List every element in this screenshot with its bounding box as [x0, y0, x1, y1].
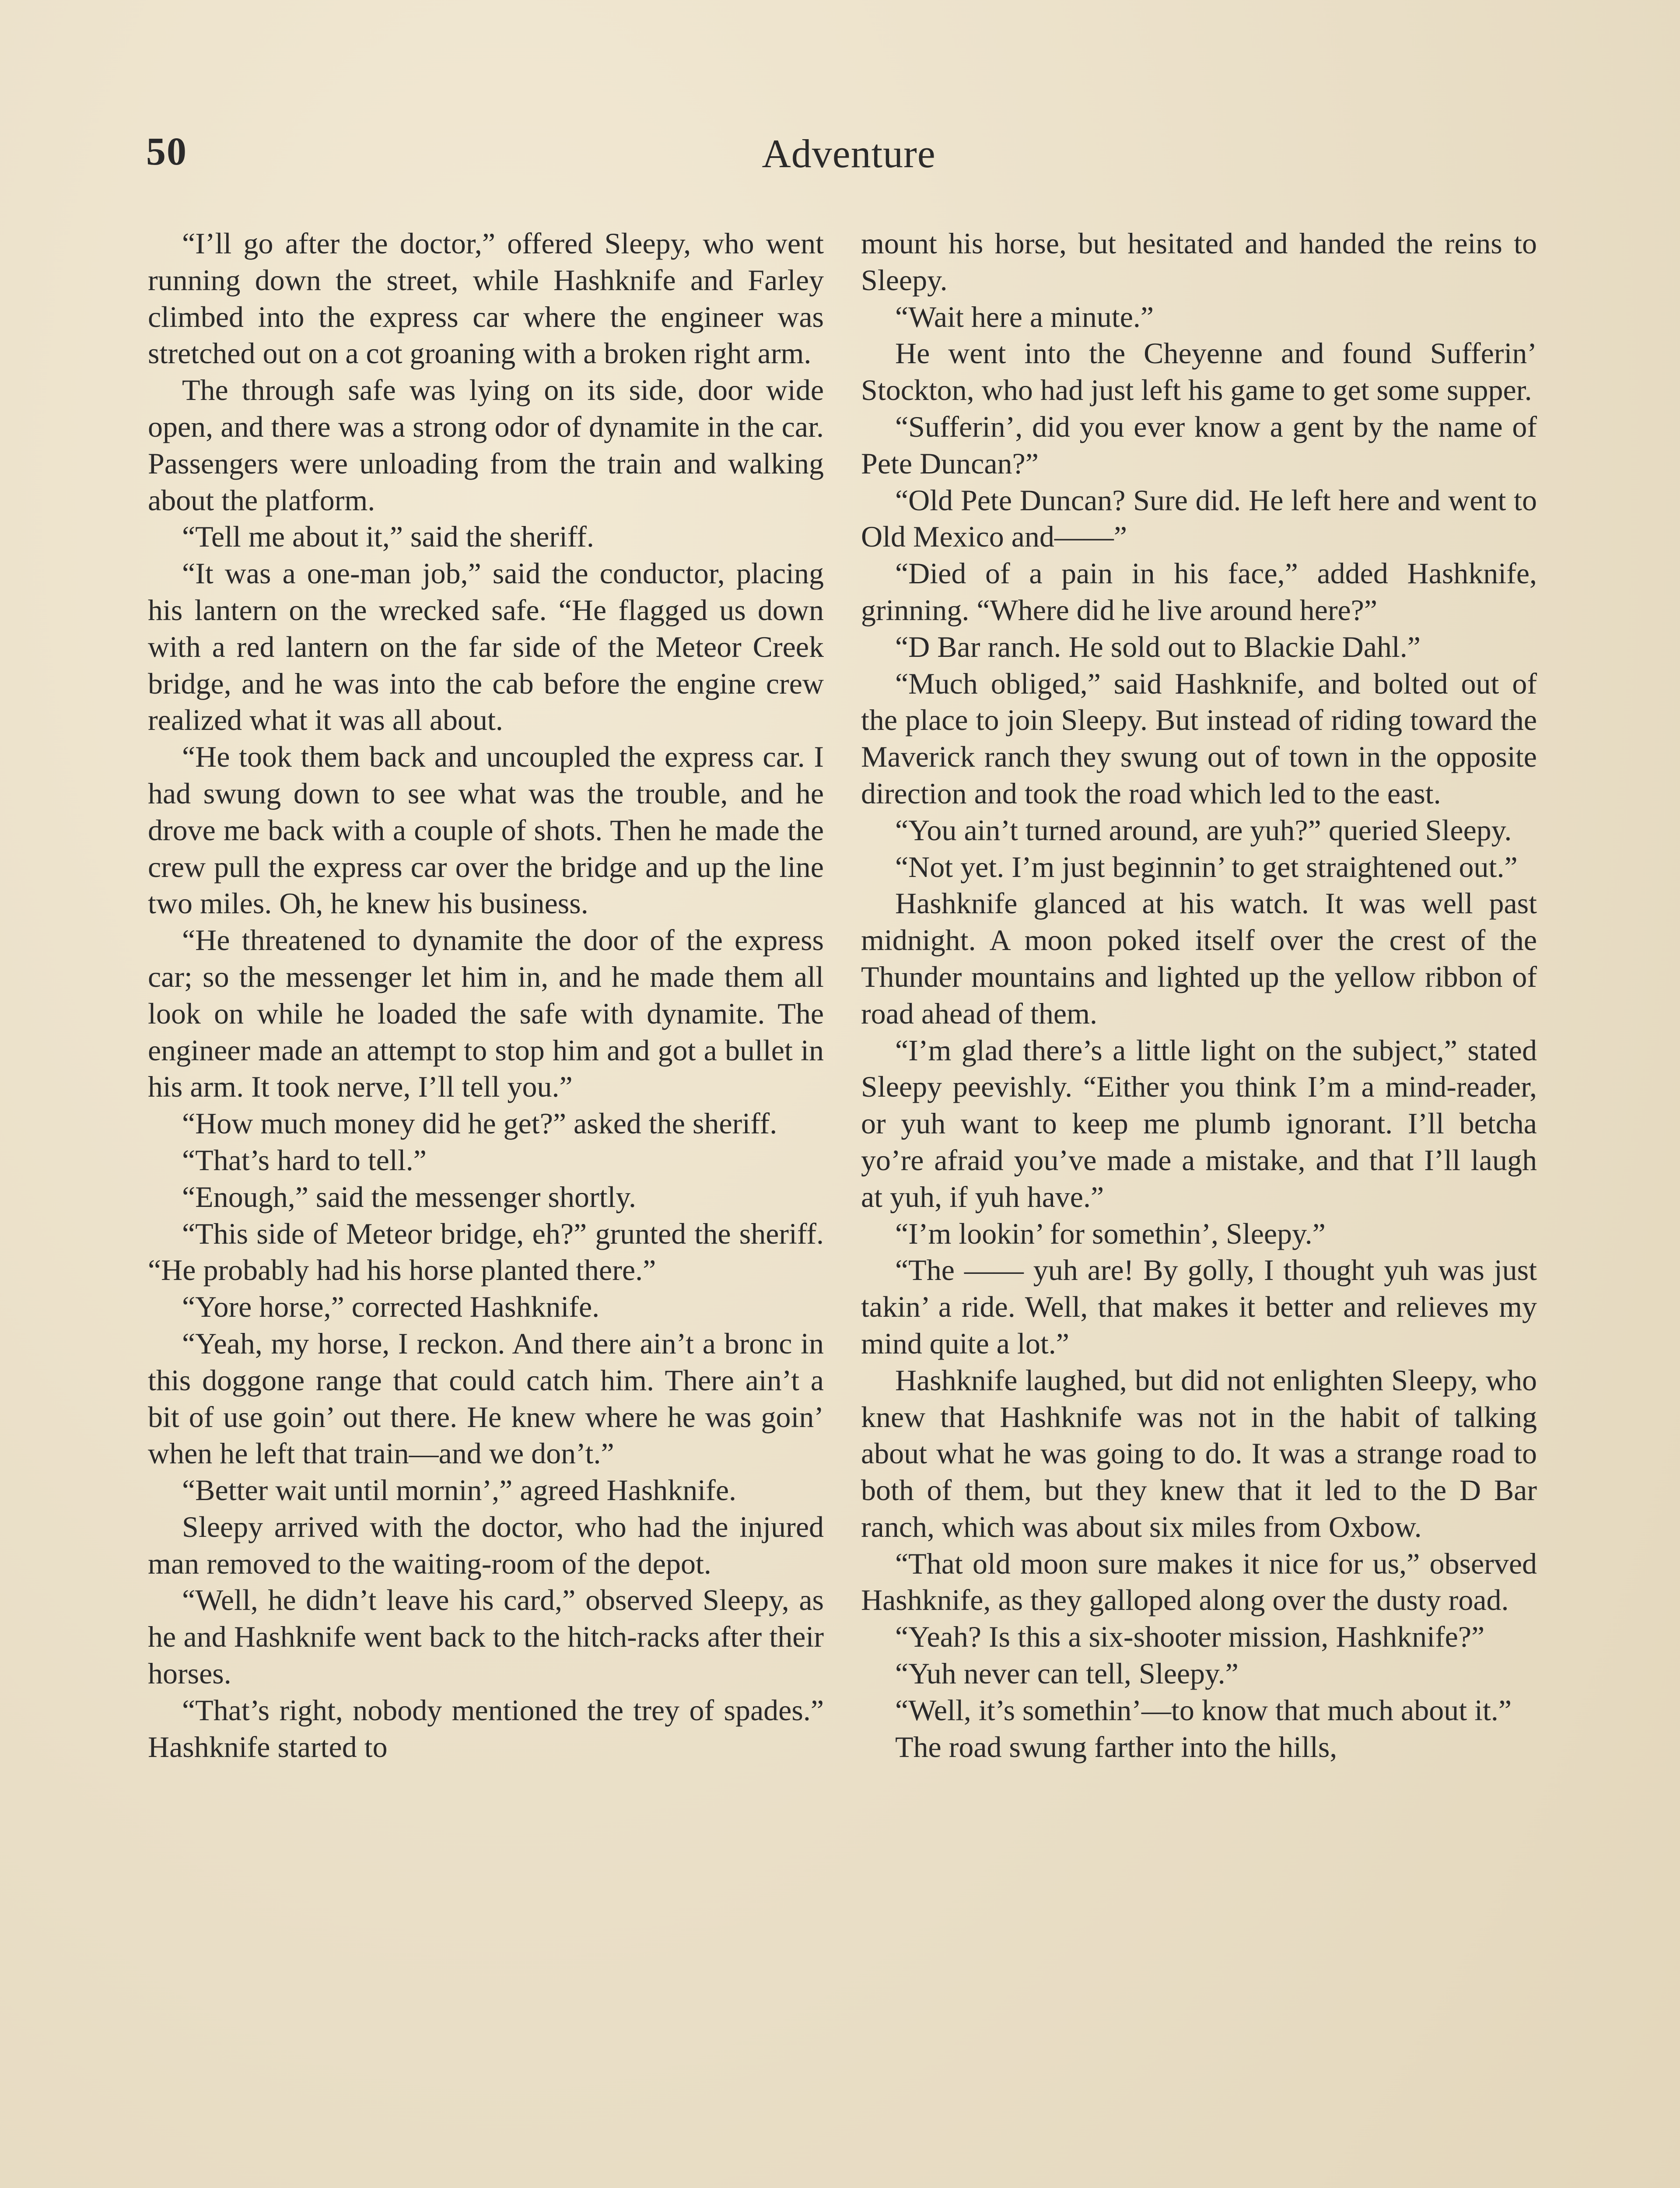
paragraph: “You ain’t turned around, are yuh?” queried Sleepy. [895, 813, 1512, 847]
paragraph: “Not yet. I’m just beginnin’ to get straightened out.” [895, 850, 1518, 884]
paragraph: Hashknife glanced at his watch. It was well past midnight. A moon poked itself over the crest of the Thunder mountains and lighted up the yellow ribbon of road ahead of them. [861, 887, 1537, 1030]
paragraph: Hashknife laughed, but did not enlighten Sleepy, who knew that Hashknife was not in the habit of talking about what he was going to do. It was a strange road to both of them, but they knew that it led to the D Bar ranch, which was about six miles from Oxbow. [861, 1363, 1537, 1543]
paragraph: “The —— yuh are! By golly, I thought yuh was just takin’ a ride. Well, that makes it better and relieves my mind quite a lot.” [861, 1253, 1537, 1360]
paragraph: “Well, he didn’t leave his card,” observed Sleepy, as he and Hashknife went back to the hitch-racks after their horses. [148, 1583, 824, 1690]
paragraph: “Much obliged,” said Hashknife, and bolted out of the place to join Sleepy. But instead of riding toward the Maverick ranch they swung out of town in the opposite direction and took the road which led to the east. [861, 666, 1537, 810]
page-number: 50 [146, 130, 187, 173]
paragraph: “Enough,” said the messenger shortly. [182, 1180, 636, 1213]
paragraph: “I’ll go after the doctor,” offered Sleepy, who went running down the street, while Hashknife and Farley climbed into the express car where the engineer was stretched out on a cot groaning with a broken right arm. [148, 227, 824, 370]
paragraph: “How much money did he get?” asked the sheriff. [182, 1107, 777, 1140]
left-column [148, 225, 824, 1765]
paragraph: “Tell me about it,” said the sheriff. [182, 520, 594, 554]
paragraph: “Yeah? Is this a six-shooter mission, Hashknife?” [895, 1620, 1485, 1654]
paragraph: “Old Pete Duncan? Sure did. He left here and went to Old Mexico and——” [861, 483, 1537, 554]
paragraph: “Yore horse,” corrected Hashknife. [182, 1290, 600, 1324]
paragraph: “That’s right, nobody mentioned the trey of spades.” Hashknife started to [148, 1693, 824, 1764]
paragraph: mount his horse, but hesitated and handed the reins to Sleepy. [861, 227, 1537, 297]
right-column [861, 225, 1537, 1765]
paragraph: “It was a one-man job,” said the conductor, placing his lantern on the wrecked safe. “He flagged us down with a red lantern on the far side of the Meteor Creek bridge, and he was into the cab before the engine crew realized what it was all about. [148, 557, 824, 737]
paragraph: Sleepy arrived with the doctor, who had the injured man removed to the waiting-room of the depot. [148, 1510, 824, 1580]
paragraph: The road swung farther into the hills, [895, 1730, 1337, 1764]
paragraph: The through safe was lying on its side, door wide open, and there was a strong odor of dynamite in the car. Passengers were unloading from the train and walking about the platform. [148, 373, 824, 517]
paragraph: “Wait here a minute.” [895, 300, 1154, 333]
paragraph: “That old moon sure makes it nice for us,” observed Hashknife, as they galloped along over the dusty road. [861, 1546, 1537, 1617]
paragraph: “He took them back and uncoupled the express car. I had swung down to see what was the trouble, and he drove me back with a couple of shots. Then he made the crew pull the express car over the bridge and up the line two miles. Oh, he knew his business. [148, 740, 824, 920]
running-head: Adventure [762, 131, 936, 176]
paragraph: “He threatened to dynamite the door of the express car; so the messenger let him in, and he made them all look on while he loaded the safe with dynamite. The engineer made an attempt to stop him and got a bullet in his arm. It took nerve, I’ll tell you.” [148, 923, 824, 1104]
paragraph: He went into the Cheyenne and found Sufferin’ Stockton, who had just left his game to get some supper. [861, 337, 1537, 407]
paragraph: “Died of a pain in his face,” added Hashknife, grinning. “Where did he live around here?” [861, 557, 1537, 627]
paragraph: “I’m lookin’ for somethin’, Sleepy.” [895, 1217, 1326, 1250]
paragraph: “Well, it’s somethin’—to know that much about it.” [895, 1693, 1512, 1727]
paragraph: “Yeah, my horse, I reckon. And there ain’t a bronc in this doggone range that could catch him. There ain’t a bit of use goin’ out there. He knew where he was goin’ when he left that train—and we don’t.” [148, 1326, 824, 1470]
paragraph: “Yuh never can tell, Sleepy.” [895, 1657, 1239, 1690]
paragraph: “Sufferin’, did you ever know a gent by the name of Pete Duncan?” [861, 410, 1537, 480]
paragraph: “That’s hard to tell.” [182, 1143, 427, 1177]
paragraph: “This side of Meteor bridge, eh?” grunted the sheriff. “He probably had his horse planted there.” [148, 1217, 824, 1287]
paragraph: “D Bar ranch. He sold out to Blackie Dahl.” [895, 630, 1421, 663]
paragraph: “Better wait until mornin’,” agreed Hashknife. [182, 1473, 736, 1507]
paragraph: “I’m glad there’s a little light on the subject,” stated Sleepy peevishly. “Either you think I’m a mind-reader, or yuh want to keep me plumb ignorant. I’ll betcha yo’re afraid you’ve made a mistake, and that I’ll laugh at yuh, if yuh have.” [861, 1033, 1537, 1213]
